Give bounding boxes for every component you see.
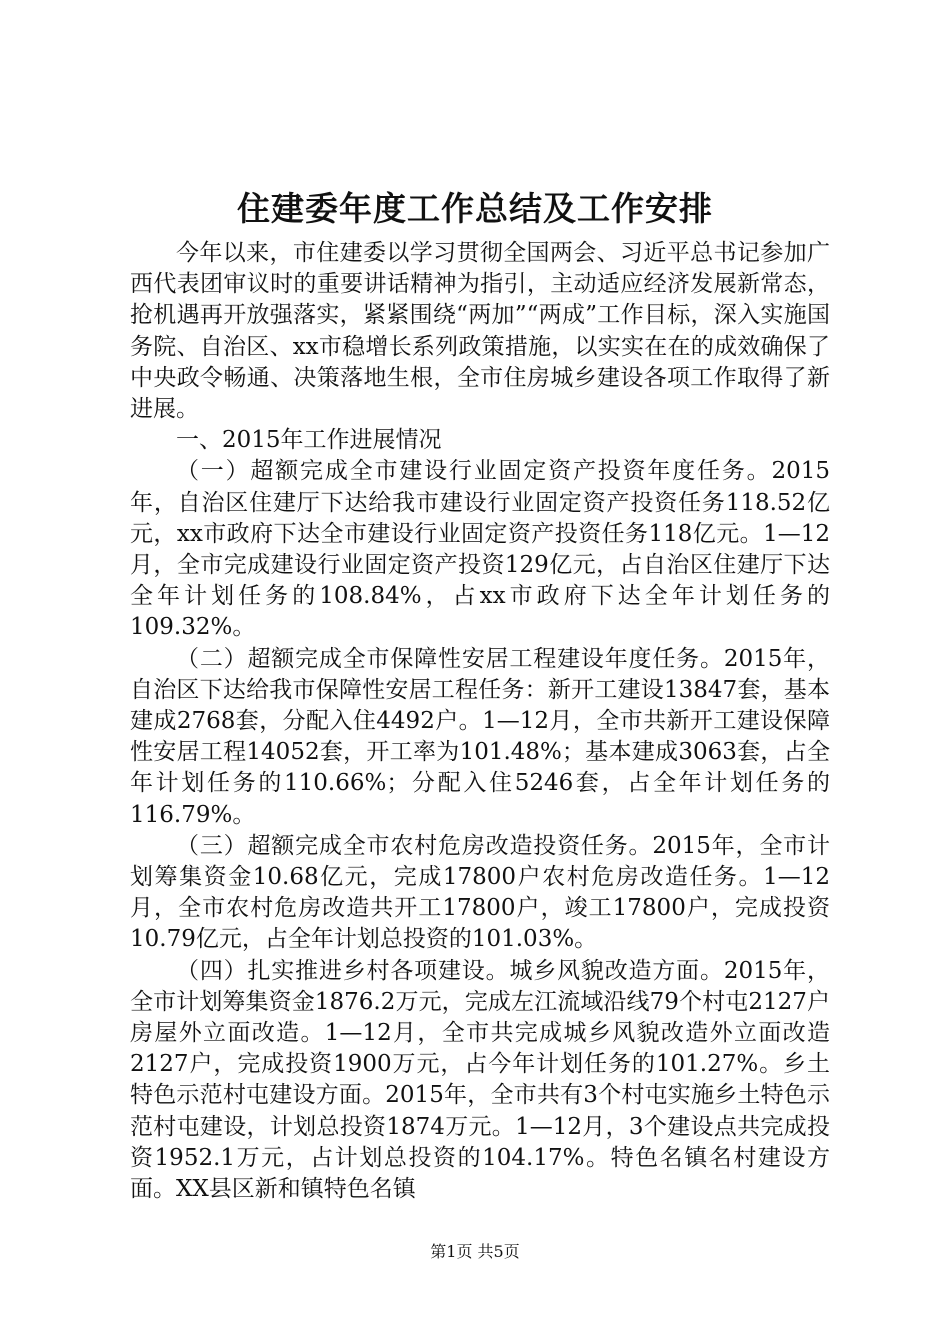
paragraph-item-2: （二）超额完成全市保障性安居工程建设年度任务。2015年，自治区下达给我市保障性安居工程任务：新开工建设13847套，基本建成2768套，分配入住4492户。1—12月，全市共新开工建设保障性安居工程14052套，开工率为101.48%；基本建成3063套，占全年计划任务的110.66%；分配入住5246套，占全年计划任务的116.79%。 [130, 645, 830, 828]
section-heading: 一、2015年工作进展情况 [176, 427, 442, 454]
intro-paragraph: 今年以来，市住建委以学习贯彻全国两会、习近平总书记参加广西代表团审议时的重要讲话精神为指引，主动适应经济发展新常态，抢机遇再开放强落实，紧紧围绕“两加”“两成”工作目标，深入实施国务院、自治区、xx市稳增长系列政策措施，以实实在在的成效确保了中央政令畅通、决策落地生根，全市住房城乡建设各项工作取得了新进展。 [130, 240, 830, 423]
paragraph-item-3: （三）超额完成全市农村危房改造投资任务。2015年，全市计划筹集资金10.68亿元，完成17800户农村危房改造任务。1—12月，全市农村危房改造共开工17800户，竣工17800户，完成投资10.79亿元，占全年计划总投资的101.03%。 [130, 832, 830, 953]
document-body [130, 238, 830, 1205]
paragraph-item-1: （一）超额完成全市建设行业固定资产投资年度任务。2015年，自治区住建厅下达给我市建设行业固定资产投资任务118.52亿元，xx市政府下达全市建设行业固定资产投资任务118亿元。1—12月，全市完成建设行业固定资产投资129亿元，占自治区住建厅下达全年计划任务的108.84%，占xx市政府下达全年计划任务的109.32%。 [130, 458, 830, 641]
document-title: 住建委年度工作总结及工作安排 [237, 189, 713, 228]
page-number: 第1页 共5页 [430, 1242, 520, 1261]
paragraph-item-4: （四）扎实推进乡村各项建设。城乡风貌改造方面。2015年，全市计划筹集资金1876.2万元，完成左江流域沿线79个村屯2127户房屋外立面改造。1—12月，全市共完成城乡风貌改造外立面改造2127户，完成投资1900万元，占今年计划任务的101.27%。乡土特色示范村屯建设方面。2015年，全市共有3个村屯实施乡土特色示范村屯建设，计划总投资1874万元。1—12月，3个建设点共完成投资1952.1万元，占计划总投资的104.17%。特色名镇名村建设方面。XX县区新和镇特色名镇 [130, 957, 830, 1203]
